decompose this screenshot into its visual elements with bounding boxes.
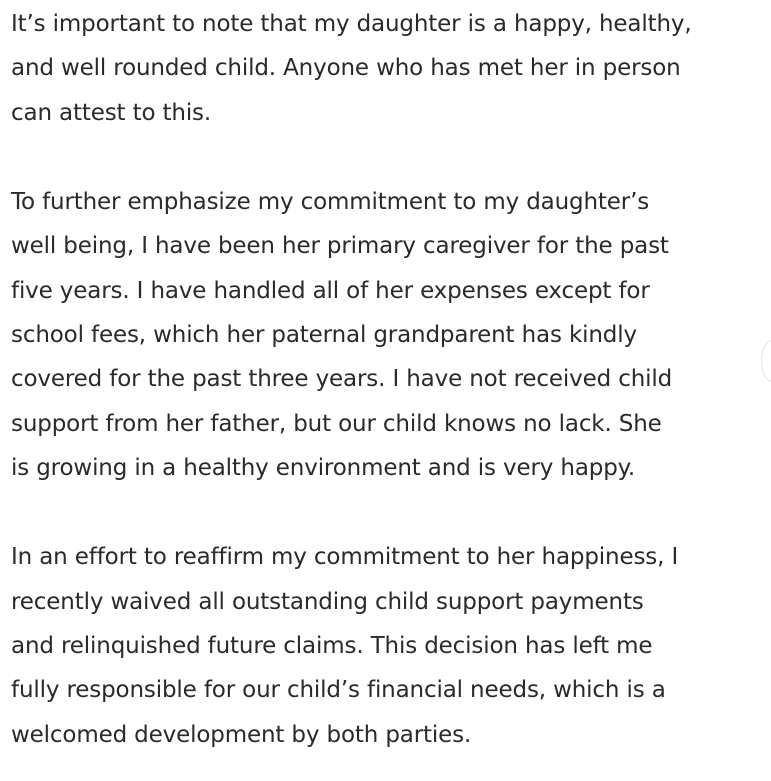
paragraph-1: It’s important to note that my daughter is a happy, healthy, and well rounded child. Anyone who has met her in person can attest to this. <box>11 11 692 126</box>
paragraph-2: To further emphasize my commitment to my daughter’s well being, I have been her primary caregiver for the past five years. I have handled all of her expenses except for school fees, which her paternal grandparent has kindly covered for the past three years. I have not received child support from her father, but our child knows no lack. She is growing in a healthy environment and is very happy. <box>11 188 673 482</box>
paragraph-3: In an effort to reaffirm my commitment to her happiness, I recently waived all outstanding child support payments and relinquished future claims. This decision has left me fully responsible for our child’s financial needs, which is a welcomed development by both parties. <box>11 544 679 748</box>
note-body <box>11 0 763 757</box>
